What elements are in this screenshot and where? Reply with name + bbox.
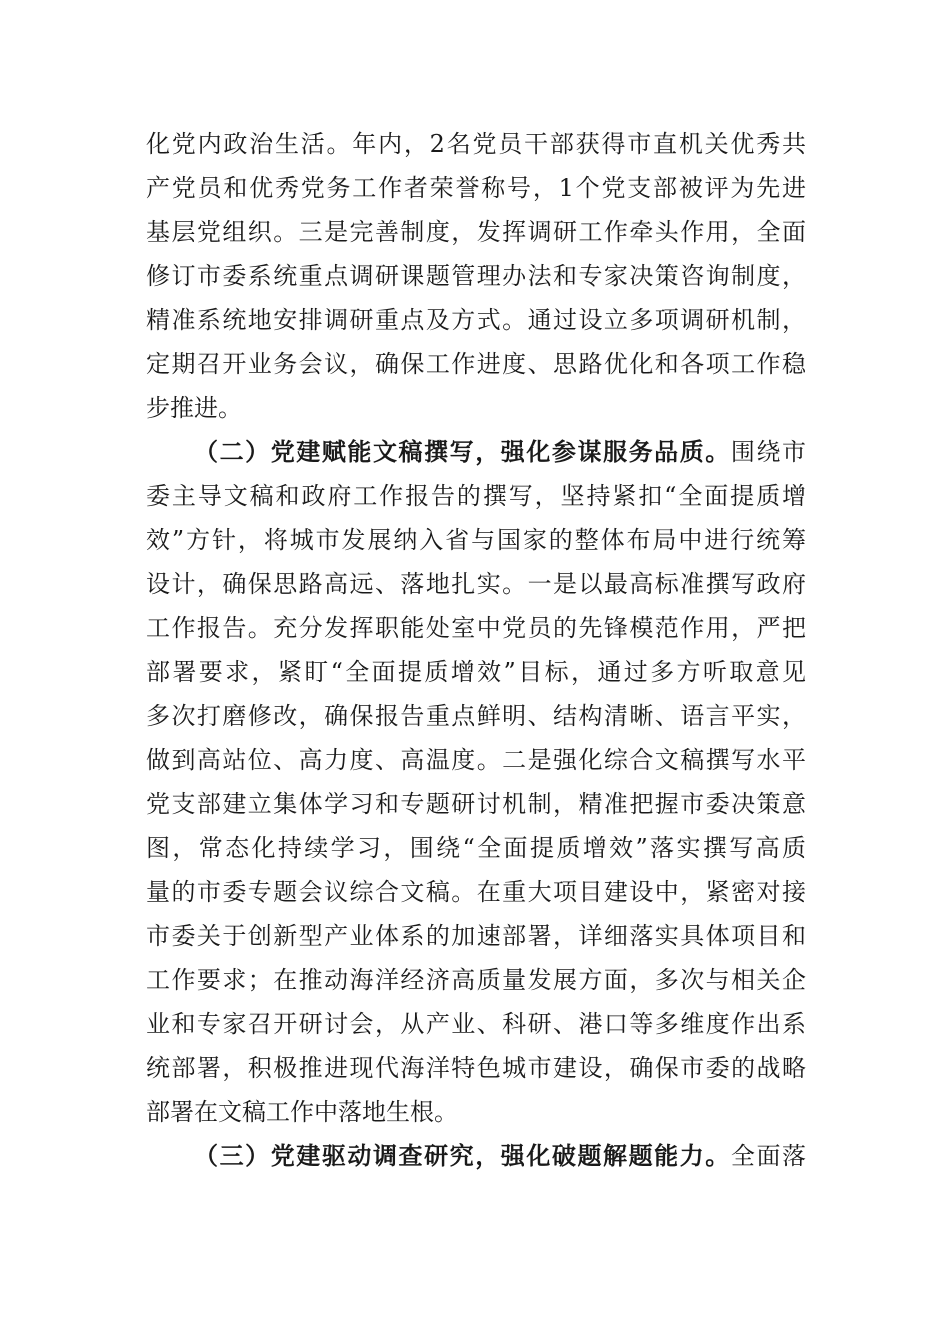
text-line: 步推进。: [146, 394, 242, 422]
text-line: 做到高站位、高力度、高温度。二是强化综合文稿撰写水平: [146, 746, 806, 774]
text-line: 工作报告。充分发挥职能处室中党员的先锋模范作用，严把: [146, 614, 806, 642]
text-line: 部署要求，紧盯“全面提质增效”目标，通过多方听取意见: [146, 658, 806, 686]
text-line: 定期召开业务会议，确保工作进度、思路优化和各项工作稳: [146, 350, 806, 378]
text-line: 基层党组织。三是完善制度，发挥调研工作牵头作用，全面: [146, 218, 806, 246]
section-heading-2: [194, 430, 806, 474]
text-line: 市委关于创新型产业体系的加速部署，详细落实具体项目和: [146, 922, 806, 950]
text-line: 精准系统地安排调研重点及方式。通过设立多项调研机制，: [146, 306, 806, 334]
section-heading-3: [194, 1134, 806, 1178]
text-line: 效”方针，将城市发展纳入省与国家的整体布局中进行统筹: [146, 526, 806, 554]
text-line: 图，常态化持续学习，围绕“全面提质增效”落实撰写高质: [146, 834, 806, 862]
section-heading-text: （二）党建赋能文稿撰写，强化参谋服务品质。: [194, 437, 731, 466]
text-line: 修订市委系统重点调研课题管理办法和专家决策咨询制度，: [146, 262, 806, 290]
text-line: 量的市委专题会议综合文稿。在重大项目建设中，紧密对接: [146, 878, 806, 906]
text-line: 工作要求；在推动海洋经济高质量发展方面，多次与相关企: [146, 966, 806, 994]
section-body-start: 围绕市: [730, 438, 807, 466]
text-line: 党支部建立集体学习和专题研讨机制，精准把握市委决策意: [146, 790, 806, 818]
text-line: 产党员和优秀党务工作者荣誉称号，1个党支部被评为先进: [146, 174, 806, 202]
section-body-start: 全面落: [730, 1142, 807, 1170]
text-line: 统部署，积极推进现代海洋特色城市建设，确保市委的战略: [146, 1054, 806, 1082]
text-line: 设计，确保思路高远、落地扎实。一是以最高标准撰写政府: [146, 570, 806, 598]
text-line: 多次打磨修改，确保报告重点鲜明、结构清晰、语言平实，: [146, 702, 806, 730]
section-heading-text: （三）党建驱动调查研究，强化破题解题能力。: [194, 1141, 731, 1170]
text-line: 业和专家召开研讨会，从产业、科研、港口等多维度作出系: [146, 1010, 806, 1038]
text-line: 委主导文稿和政府工作报告的撰写，坚持紧扣“全面提质增: [146, 482, 806, 510]
text-line: 部署在文稿工作中落地生根。: [146, 1098, 458, 1126]
text-line: 化党内政治生活。年内，2名党员干部获得市直机关优秀共: [146, 130, 806, 158]
